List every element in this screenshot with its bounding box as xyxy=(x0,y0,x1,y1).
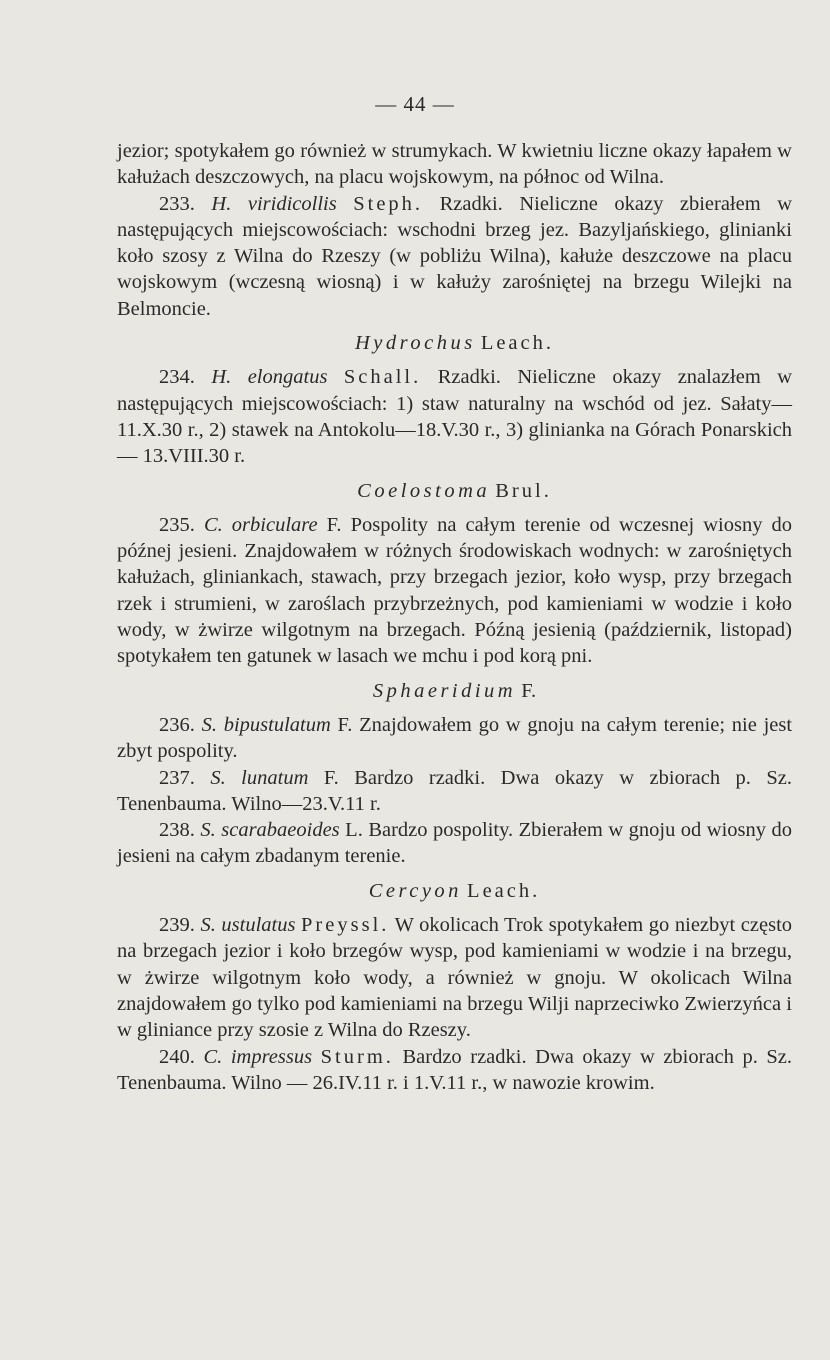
entry-number: 238. xyxy=(159,819,195,842)
species-name: C. orbiculare xyxy=(203,513,318,536)
genus-author: Leach. xyxy=(467,879,541,902)
body-text xyxy=(117,138,792,1096)
species-author: F. xyxy=(326,513,342,536)
genus-heading-coelostoma xyxy=(117,478,792,504)
species-author: L. xyxy=(345,819,363,842)
entry-text: Rzadki. Nieliczne okazy zbierałem w następujących miejscowościach: wschodni brzeg jez. Bazyljańskiego, glinianki koło szosy z Wilna do Rzeszy (w pobliżu Wilna), kałuże deszczowe na placu wojskowym (wczesną wiosną) i w kałuży zarośniętej na brzegu Wilejki na Belmoncie. xyxy=(117,192,793,320)
entry-number: 240. xyxy=(159,1045,195,1068)
entry-235 xyxy=(117,512,792,670)
genus-author: Leach. xyxy=(480,332,555,355)
entry-text: Rzadki. Nieliczne okazy znalazłem w następujących miejscowościach: 1) staw naturalny na wschód od jez. Sałaty—11.X.30 r., 2) stawek na Antokolu—18.V.30 r., 3) glinianka na Górach Ponarskich — 13.VIII.30 r. xyxy=(117,366,793,468)
species-name: S. scarabaeoides xyxy=(200,819,340,842)
entry-number: 233. xyxy=(159,192,195,215)
species-name: S. bipustulatum xyxy=(201,713,331,736)
genus-heading-hydrochus xyxy=(117,330,792,356)
species-author: Sturm. xyxy=(320,1045,394,1068)
entry-240 xyxy=(117,1044,792,1097)
entry-238 xyxy=(117,817,792,870)
genus-author: Brul. xyxy=(495,479,552,502)
genus-heading-sphaeridium xyxy=(117,678,792,704)
paragraph-continuation: jezior; spotykałem go również w strumykach. W kwietniu liczne okazy łapałem w kałużach deszczowych, na placu wojskowym, na północ od Wilna. xyxy=(117,140,792,189)
entry-number: 235. xyxy=(159,513,195,536)
entry-number: 234. xyxy=(159,366,195,389)
species-author: F. xyxy=(323,766,339,789)
entry-233 xyxy=(117,191,792,322)
species-name: S. ustulatus xyxy=(200,914,296,937)
entry-text: Bardzo rzadki. Dwa okazy w zbiorach p. Sz. Tenenbauma. Wilno — 26.IV.11 r. i 1.V.11 r., w nawozie krowim. xyxy=(117,1045,793,1094)
species-name: H. viridicollis xyxy=(211,192,337,215)
species-author: F. xyxy=(337,713,353,736)
species-name: H. elongatus xyxy=(211,366,328,389)
species-name: C. impressus xyxy=(203,1045,313,1068)
species-author: Preyssl. xyxy=(301,914,390,937)
genus-heading-cercyon xyxy=(117,878,792,904)
genus-name: Sphaeridium xyxy=(372,679,517,702)
entry-text: Bardzo pospolity. Zbierałem w gnoju od wiosny do jesieni na całym zbadanym terenie. xyxy=(117,819,793,868)
entry-text: Znajdowałem go w gnoju na całym terenie; nie jest zbyt pospolity. xyxy=(117,713,793,763)
species-author: Steph. xyxy=(353,192,424,215)
entry-number: 239. xyxy=(159,914,195,937)
entry-text: Pospolity na całym terenie od wczesnej wiosny do późnej jesieni. Znajdowałem w różnych środowiskach wodnych: w zarośniętych kałużach, gliniankach, stawach, przy brzegach jezior, koło wysp, przy brzegach rzek i strumieni, w zaroślach przybrzeżnych, pod kamieniami w wodzie i koło wody, w żwirze wilgotnym na brzegach. Późną jesienią (październik, listopad) spotykałem ten gatunek w lasach we mchu i pod korą pni. xyxy=(117,513,793,668)
species-name: S. lunatum xyxy=(210,766,309,789)
genus-name: Cercyon xyxy=(368,879,462,902)
entry-239 xyxy=(117,912,792,1043)
entry-number: 236. xyxy=(159,713,195,736)
page-number: — 44 — xyxy=(375,92,455,116)
species-author: Schall. xyxy=(343,366,422,389)
entry-236 xyxy=(117,712,792,765)
entry-text: W okolicach Trok spotykałem go niezbyt często na brzegach jezior i koło brzegów wysp, pod kamieniami w wodzie i na brzegu, w żwirze wilgotnym koło wody, a również w gnoju. W okolicach Wilna znajdowałem go tylko pod kamieniami na brzegu Wilji naprzeciwko Zwierzyńca i w gliniance przy szosie z Wilna do Rzeszy. xyxy=(117,914,793,1042)
entry-237 xyxy=(117,765,792,818)
genus-name: Hydrochus xyxy=(354,332,476,355)
genus-author: F. xyxy=(521,679,537,702)
entry-number: 237. xyxy=(159,766,195,789)
entry-234 xyxy=(117,364,792,469)
entry-text: Bardzo rzadki. Dwa okazy w zbiorach p. Sz. Tenenbauma. Wilno—23.V.11 r. xyxy=(117,766,793,815)
genus-name: Coelostoma xyxy=(357,479,491,502)
